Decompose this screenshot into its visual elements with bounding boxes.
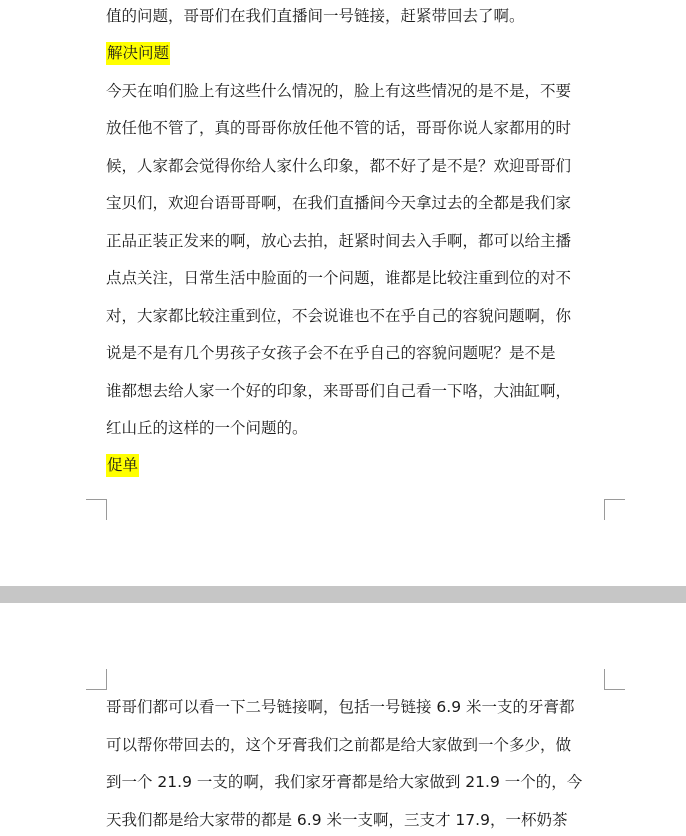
highlighted-heading-text: 促单 bbox=[106, 454, 139, 477]
body-text-line: 谁都想去给人家一个好的印象，来哥哥们自己看一下咯，大油缸啊， bbox=[106, 382, 572, 400]
highlighted-heading-text: 解决问题 bbox=[106, 42, 170, 65]
margin-corner-bottom-right bbox=[604, 499, 625, 520]
body-text-line: 红山丘的这样的一个问题的。 bbox=[106, 419, 308, 437]
body-text-line: 点点关注，日常生活中脸面的一个问题，谁都是比较注重到位的对不 bbox=[106, 269, 572, 287]
body-text-line: 可以帮你带回去的，这个牙膏我们之前都是给大家做到一个多少，做 bbox=[106, 736, 572, 754]
body-text-line: 天我们都是给大家带的都是 6.9 米一支啊，三支才 17.9，一杯奶茶 bbox=[106, 811, 568, 829]
margin-corner-top-left bbox=[86, 669, 107, 690]
body-text-line: 值的问题，哥哥们在我们直播间一号链接，赶紧带回去了啊。 bbox=[106, 7, 525, 25]
body-text-line: 宝贝们，欢迎台语哥哥啊，在我们直播间今天拿过去的全都是我们家 bbox=[106, 194, 572, 212]
heading-promote-order bbox=[106, 454, 606, 477]
document-page-2 bbox=[0, 603, 686, 836]
body-text-line: 对，大家都比较注重到位，不会说谁也不在乎自己的容貌问题啊，你 bbox=[106, 307, 572, 325]
heading-solve-problem bbox=[106, 42, 606, 65]
body-text-line: 候，人家都会觉得你给人家什么印象，都不好了是不是？欢迎哥哥们 bbox=[106, 157, 572, 175]
body-text-line: 正品正装正发来的啊，放心去拍，赶紧时间去入手啊，都可以给主播 bbox=[106, 232, 572, 250]
body-text-line: 放任他不管了，真的哥哥你放任他不管的话，哥哥你说人家都用的时 bbox=[106, 119, 572, 137]
body-text-line: 哥哥们都可以看一下二号链接啊，包括一号链接 6.9 米一支的牙膏都 bbox=[106, 698, 575, 716]
margin-corner-bottom-left bbox=[86, 499, 107, 520]
body-text-line: 今天在咱们脸上有这些什么情况的，脸上有这些情况的是不是，不要 bbox=[106, 82, 572, 100]
page-separator bbox=[0, 586, 686, 603]
margin-corner-top-right bbox=[604, 669, 625, 690]
body-text-line: 到一个 21.9 一支的啊，我们家牙膏都是给大家做到 21.9 一个的，今 bbox=[106, 773, 583, 791]
body-text-line: 说是不是有几个男孩子女孩子会不在乎自己的容貌问题呢？是不是 bbox=[106, 344, 556, 362]
